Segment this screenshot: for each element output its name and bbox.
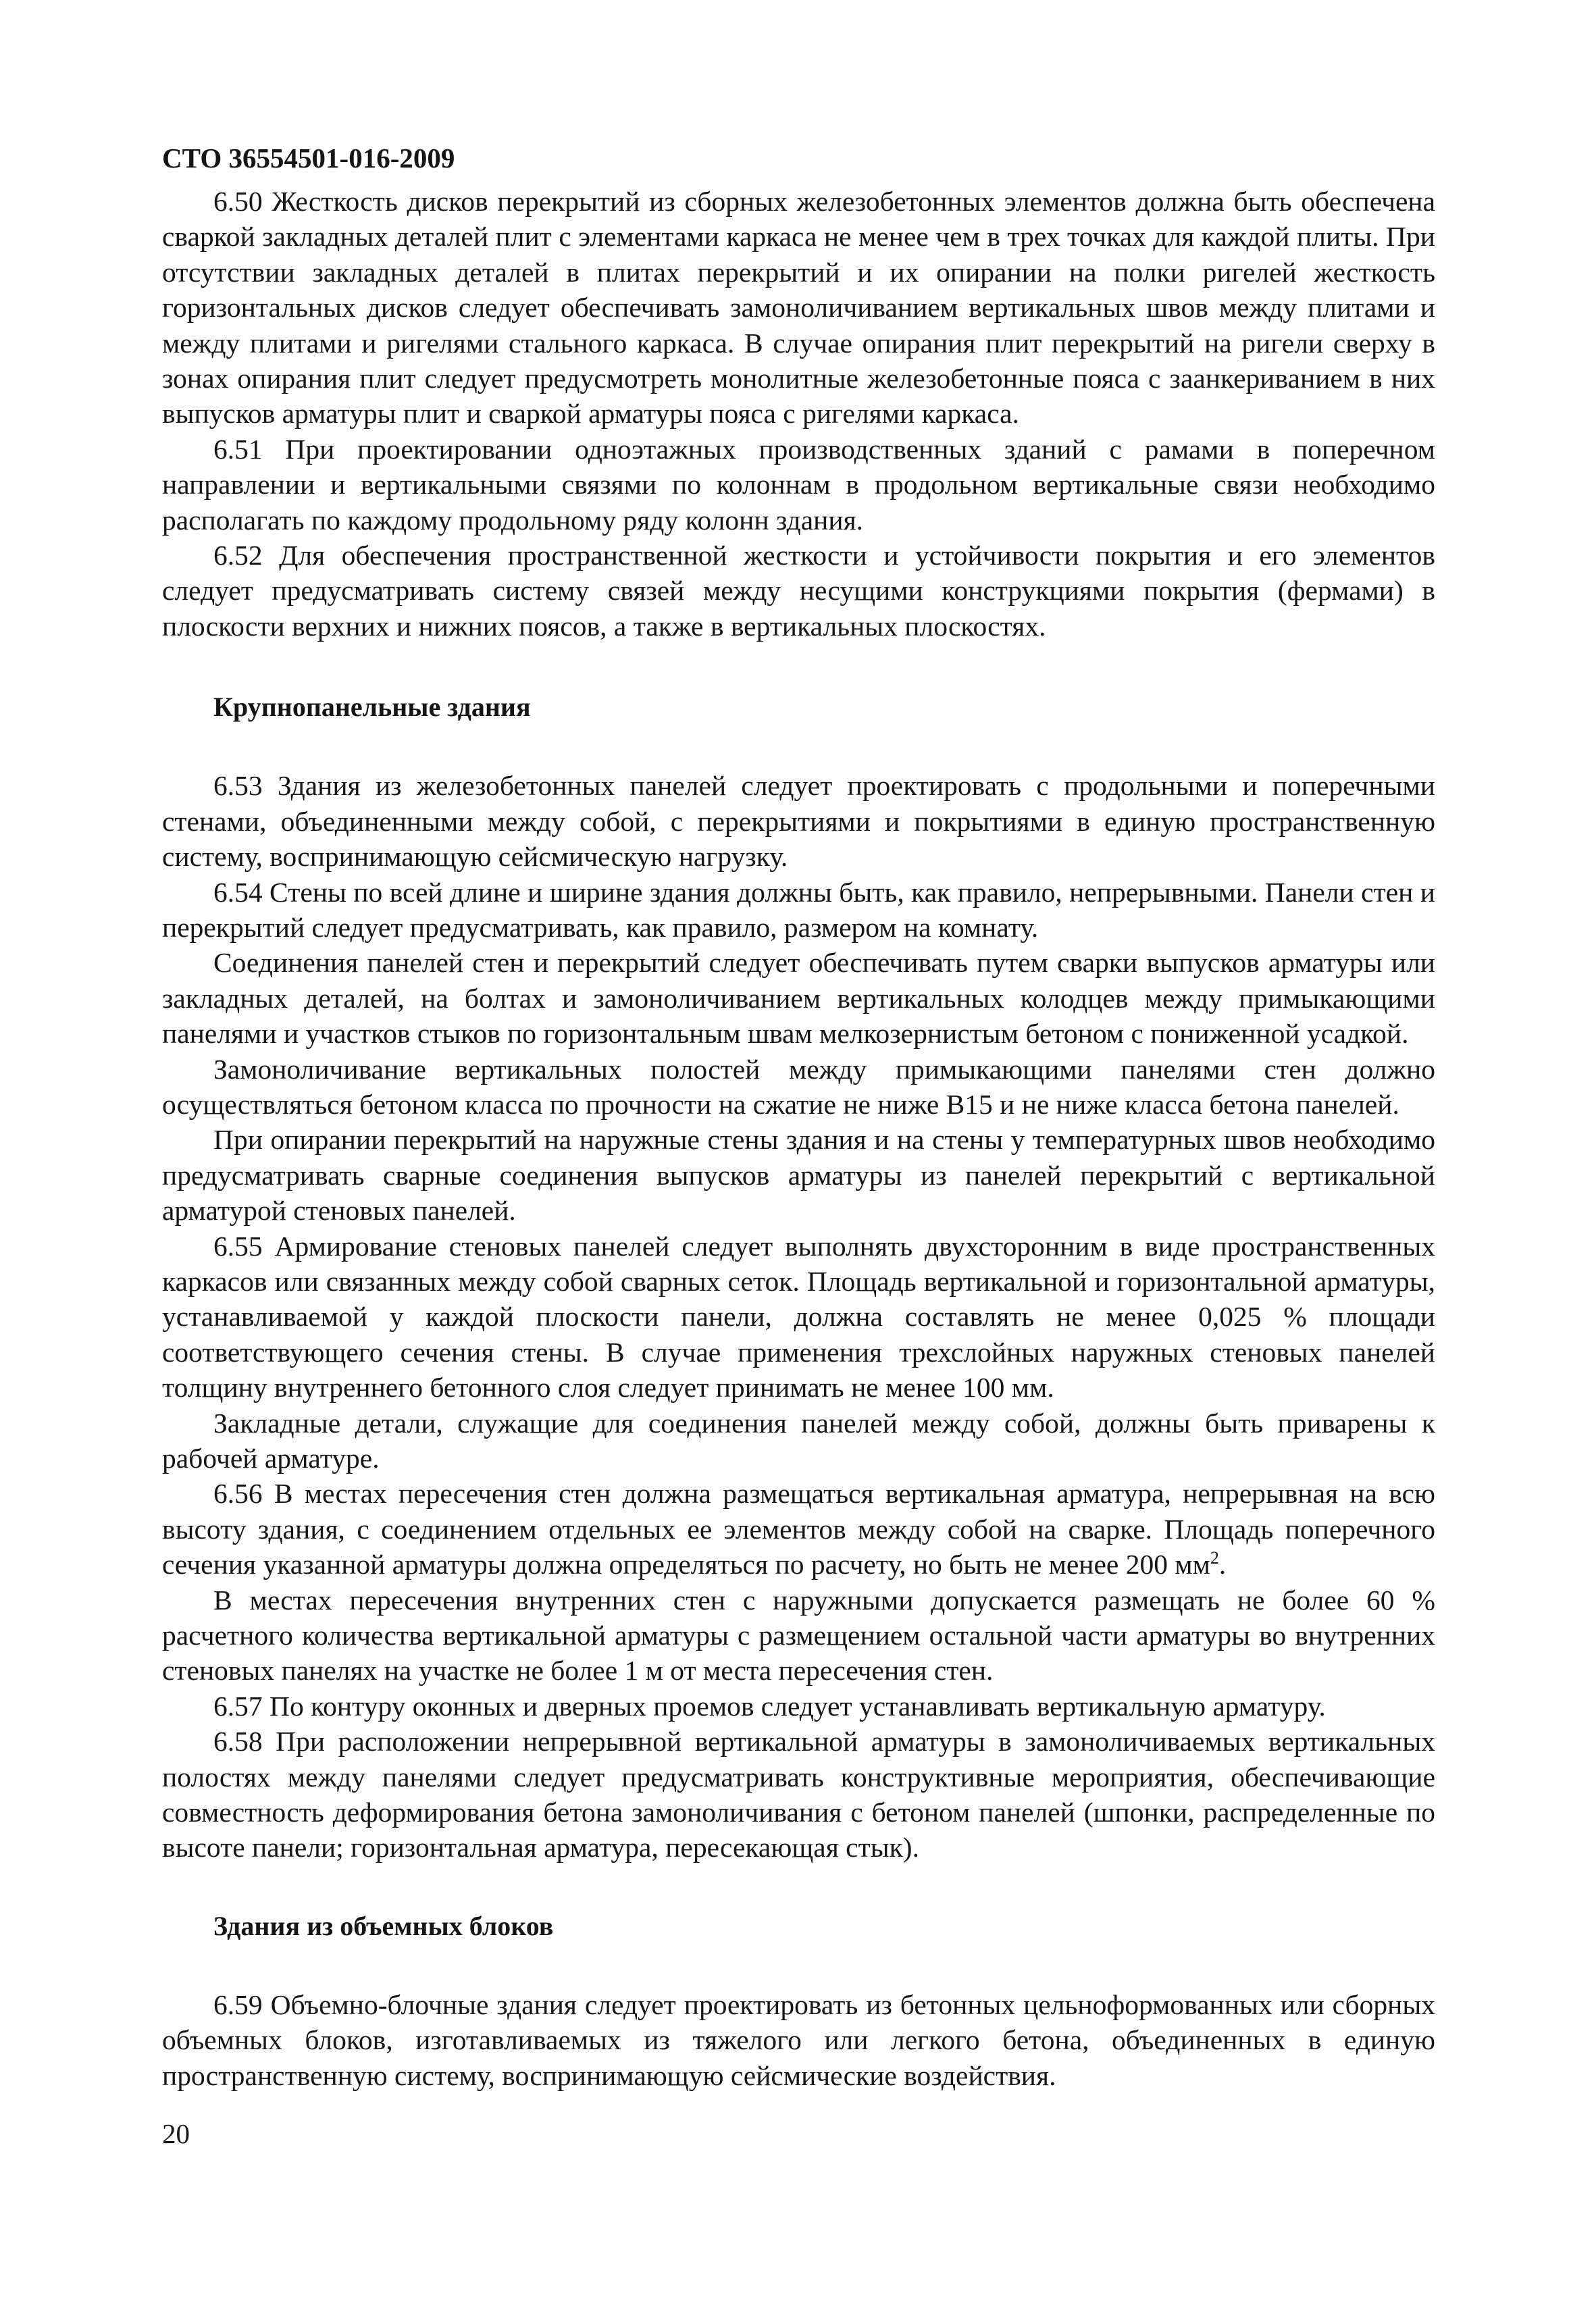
- paragraph-6-54: 6.54 Стены по всей длине и ширине здания должны быть, как правило, непрерывными. Панели стен и перекрытий следует предусматривать, как правило, размером на комнату.: [162, 876, 1435, 943]
- paragraph-6-56-end: .: [1218, 1549, 1227, 1580]
- paragraph-6-54-grouting: Замоноличивание вертикальных полостей между примыкающими панелями стен должно осуществляться бетоном класса по прочности на сжатие не ниже В15 и не ниже класса бетона панелей.: [162, 1053, 1435, 1120]
- superscript-2: 2: [1210, 1548, 1219, 1568]
- paragraph-6-56-text: 6.56 В местах пересечения стен должна размещаться вертикальная арматура, непрерывная на всю высоту здания, с соединением отдельных ее элементов между собой на сварке. Площадь поперечного сечения указанной арматуры должна определяться по расчету, но быть не менее 200 мм: [162, 1478, 1435, 1580]
- paragraph-6-56: [162, 1476, 1435, 1582]
- paragraph-6-56-intersections: В местах пересечения внутренних стен с наружными допускается размещать не более 60 % расчетного количества вертикальной арматуры с размещением остальной части арматуры во внутренних стеновых панелях на участке не более 1 м от места пересечения стен.: [162, 1584, 1435, 1687]
- paragraph-6-57: 6.57 По контуру оконных и дверных проемов следует устанавливать вертикальную арматуру.: [213, 1690, 1326, 1722]
- paragraph-6-51: 6.51 При проектировании одноэтажных производственных зданий с рамами в поперечном направлении и вертикальными связями по колоннам в продольном вертикальные связи необходимо располагать по каждому продольному ряду колонн здания.: [162, 433, 1435, 536]
- document-body: [162, 184, 1435, 2093]
- paragraph-6-50: 6.50 Жесткость дисков перекрытий из сборных железобетонных элементов должна быть обеспечена сваркой закладных деталей плит с элементами каркаса не менее чем в трех точках для каждой плиты. При отсутствии закладных деталей в плитах перекрытий и их опирании на полки ригелей жесткость горизонтальных дисков следует обеспечивать замоноличиванием вертикальных швов между плитами и между плитами и ригелями стального каркаса. В случае опирания плит перекрытий на ригели сверху в зонах опирания плит следует предусмотреть монолитные железобетонные пояса с заанкериванием в них выпусков арматуры плит и сваркой арматуры пояса с ригелями каркаса.: [162, 186, 1435, 430]
- page-number: 20: [162, 2118, 190, 2149]
- section-title-large-panel-buildings: Крупнопанельные здания: [213, 692, 531, 723]
- paragraph-6-55: 6.55 Армирование стеновых панелей следует выполнять двухсторонним в виде пространственных каркасов или связанных между собой сварных сеток. Площадь вертикальной и горизонтальной арматуры, устанавливаемой у каждой плоскости панели, должна составлять не менее 0,025 % площади соответствующего сечения стены. В случае применения трехслойных наружных стеновых панелей толщину внутреннего бетонного слоя следует принимать не менее 100 мм.: [162, 1230, 1435, 1404]
- paragraph-6-53: 6.53 Здания из железобетонных панелей следует проектировать с продольными и поперечными стенами, объединенными между собой, с перекрытиями и покрытиями в единую пространственную систему, воспринимающую сейсмическую нагрузку.: [162, 770, 1435, 873]
- paragraph-6-52: 6.52 Для обеспечения пространственной жесткости и устойчивости покрытия и его элементов следует предусматривать систему связей между несущими конструкциями покрытия (фермами) в плоскости верхних и нижних поясов, а также в вертикальных плоскостях.: [162, 540, 1435, 642]
- paragraph-6-58: 6.58 При расположении непрерывной вертикальной арматуры в замоноличиваемых вертикальных полостях между панелями следует предусматривать конструктивные мероприятия, обеспечивающие совместность деформирования бетона замоноличивания с бетоном панелей (шпонки, распределенные по высоте панели; горизонтальная арматура, пересекающая стык).: [162, 1726, 1435, 1863]
- paragraph-6-54-connections: Соединения панелей стен и перекрытий следует обеспечивать путем сварки выпусков арматуры или закладных деталей, на болтах и замоноличиванием вертикальных колодцев между примыкающими панелями и участков стыков по горизонтальным швам мелкозернистым бетоном с пониженной усадкой.: [162, 947, 1435, 1050]
- document-code-header: СТО 36554501-016-2009: [162, 143, 455, 174]
- section-title-volumetric-block-buildings: Здания из объемных блоков: [213, 1910, 554, 1941]
- paragraph-6-55-embedded-parts: Закладные детали, служащие для соединения панелей между собой, должны быть приварены к рабочей арматуре.: [162, 1407, 1435, 1474]
- paragraph-6-59: 6.59 Объемно-блочные здания следует проектировать из бетонных цельноформованных или сборных объемных блоков, изготавливаемых из тяжелого или легкого бетона, объединенных в единую пространственную систему, воспринимающую сейсмические воздействия.: [162, 1988, 1435, 2091]
- paragraph-6-54-support: При опирании перекрытий на наружные стены здания и на стены у температурных швов необходимо предусматривать сварные соединения выпусков арматуры из панелей перекрытий с вертикальной арматурой стеновых панелей.: [162, 1124, 1435, 1227]
